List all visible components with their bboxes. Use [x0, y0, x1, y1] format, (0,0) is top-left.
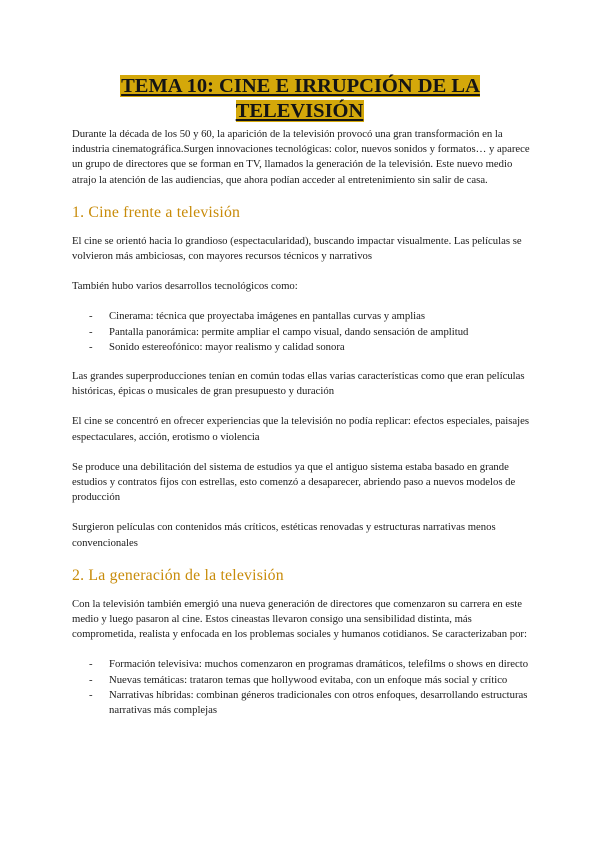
section-2-bullet-list [72, 657, 532, 718]
list-item: - Pantalla panorámica: permite ampliar el campo visual, dando sensación de amplitud [72, 325, 532, 340]
section-1-paragraph: El cine se orientó hacia lo grandioso (espectacularidad), buscando impactar visualmente. Las películas se volvieron más ambiciosas, con mayores recursos técnicos y narrativos [72, 234, 522, 263]
section-1-paragraph: Surgieron películas con contenidos más críticos, estéticas renovadas y estructuras narrativas menos convencionales [72, 521, 496, 549]
list-item: - Cinerama: técnica que proyectaba imágenes en pantallas curvas y amplias [72, 309, 532, 324]
section-1-paragraph: El cine se concentró en ofrecer experiencias que la televisión no podía replicar: efectos especiales, paisajes espectaculares, acción, erotismo o violencia [72, 415, 529, 443]
intro-paragraph: Durante la década de los 50 y 60, la aparición de la televisión provocó una gran transformación en la industria cinematográfica.Surgen innovaciones tecnológicas: color, nuevos sonidos y formatos… y aparece un grupo de directores que se forman en TV, llamados la generación de la televisión. Este nuevo medio atrajo la atención de las audiencias, que ahora podían acceder al entretenimiento sin salir de casa. [72, 128, 530, 186]
section-1-paragraph: Las grandes superproducciones tenían en común todas ellas varias características como que eran películas históricas, épicas o musicales de gran presupuesto y duración [72, 370, 525, 398]
document-body [72, 127, 532, 732]
list-item: - Sonido estereofónico: mayor realismo y calidad sonora [72, 340, 532, 355]
page-title-text: TEMA 10: CINE E IRRUPCIÓN DE LA TELEVISIÓN [121, 75, 480, 122]
section-1-paragraph: Se produce una debilitación del sistema de estudios ya que el antiguo sistema estaba basado en grande estudios y contratos fijos con estrellas, esto comenzó a desaparecer, abriendo paso a nuevos modelos de producción [72, 460, 516, 504]
page-title [90, 74, 510, 124]
section-2-heading: 2. La generación de la televisión [72, 566, 284, 584]
list-item: - Formación televisiva: muchos comenzaron en programas dramáticos, telefilms o shows en directo [72, 657, 532, 672]
section-2-paragraph: Con la televisión también emergió una nueva generación de directores que comenzaron su carrera en este medio y luego pasaron al cine. Estos cineastas llevaron consigo una sensibilidad distinta, más comprometida, realista y enfocada en los problemas sociales y humanos cotidianos. Se caracterizaban por: [72, 597, 527, 641]
section-1-heading: 1. Cine frente a televisión [72, 203, 241, 221]
list-item: - Nuevas temáticas: trataron temas que hollywood evitaba, con un enfoque más social y crítico [72, 673, 532, 688]
list-item: - Narrativas híbridas: combinan géneros tradicionales con otros enfoques, desarrollando estructuras narrativas más complejas [72, 688, 532, 718]
section-1-bullet-list [72, 309, 532, 355]
section-1-paragraph: También hubo varios desarrollos tecnológicos como: [72, 280, 298, 293]
